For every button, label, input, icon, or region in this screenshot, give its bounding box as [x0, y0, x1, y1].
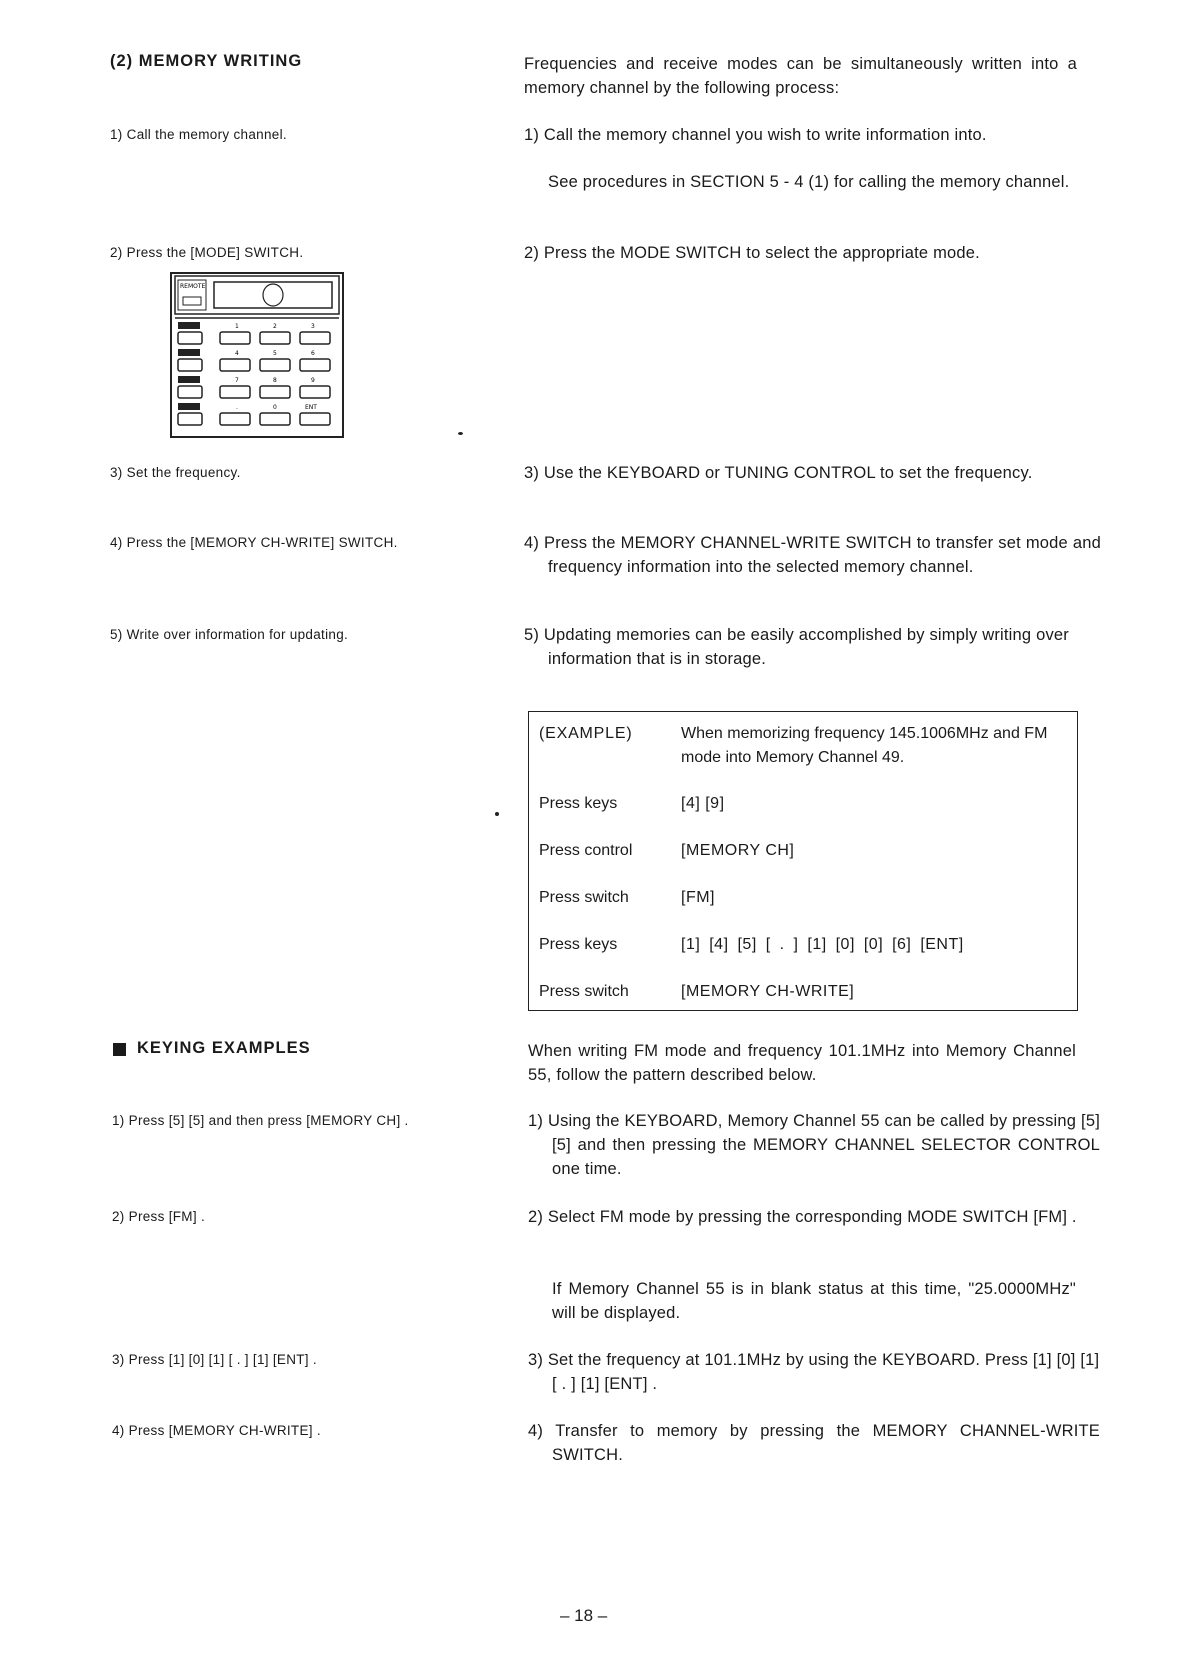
ke-step1-left: 1) Press [5] [5] and then press [MEMORY CH] . [112, 1113, 409, 1128]
key-label-ent: ENT [305, 404, 317, 411]
ke-step1-right: 1) Using the KEYBOARD, Memory Channel 55 can be called by pressing [5] [5] and then pressing the MEMORY CHANNEL SELECTOR CONTROL one time. [528, 1112, 1100, 1178]
key-label-9: 9 [311, 377, 315, 384]
example-row2-value: [MEMORY CH] [681, 842, 795, 859]
ke-step2-right: 2) Select FM mode by pressing the corresponding MODE SWITCH [FM] . [528, 1208, 1077, 1226]
key-label-dot: . [236, 404, 238, 411]
page-number: – 18 – [560, 1606, 608, 1625]
key-label-3: 3 [311, 323, 315, 330]
mw-step2-left: 2) Press the [MODE] SWITCH. [110, 245, 304, 260]
example-row5-value: [MEMORY CH-WRITE] [681, 983, 855, 1000]
ke-step3-right: 3) Set the frequency at 101.1MHz by using the KEYBOARD. Press [1] [0] [1] [ . ] [1] [ENT] . [528, 1351, 1100, 1393]
example-box [528, 711, 1078, 1011]
keying-intro: When writing FM mode and frequency 101.1MHz into Memory Channel 55, follow the pattern described below. [528, 1042, 1076, 1084]
mw-step5-left: 5) Write over information for updating. [110, 627, 349, 642]
remote-keypad-figure [170, 272, 346, 440]
example-label: (EXAMPLE) [539, 725, 633, 742]
mw-step1-left: 1) Call the memory channel. [110, 127, 287, 142]
ke-step4-left: 4) Press [MEMORY CH-WRITE] . [112, 1423, 321, 1438]
mw-step3-right: 3) Use the KEYBOARD or TUNING CONTROL to set the frequency. [524, 464, 1033, 482]
memory-writing-heading: (2) MEMORY WRITING [110, 52, 303, 70]
ke-step2-note: If Memory Channel 55 is in blank status at this time, "25.0000MHz" will be displayed. [552, 1280, 1076, 1322]
example-row2-action: Press control [539, 842, 633, 859]
ke-step4-right: 4) Transfer to memory by pressing the MEMORY CHANNEL-WRITE SWITCH. [528, 1422, 1100, 1464]
mw-step3-left: 3) Set the frequency. [110, 465, 241, 480]
example-row3-value: [FM] [681, 889, 715, 906]
key-label-5: 5 [273, 350, 277, 357]
example-row1-value: [4] [9] [681, 795, 725, 812]
stray-dot [495, 812, 499, 816]
example-row5-action: Press switch [539, 983, 629, 1000]
example-row4-action: Press keys [539, 936, 618, 953]
remote-label: REMOTE [180, 283, 206, 290]
keying-examples-heading: KEYING EXAMPLES [137, 1039, 311, 1057]
mw-step1-right: 1) Call the memory channel you wish to write information into. [524, 126, 987, 144]
key-label-1: 1 [235, 323, 239, 330]
example-description: When memorizing frequency 145.1006MHz and FM mode into Memory Channel 49. [681, 725, 1048, 766]
section-bullet-square [113, 1043, 126, 1056]
mw-step4-right: 4) Press the MEMORY CHANNEL-WRITE SWITCH to transfer set mode and frequency information into the selected memory channel. [524, 534, 1101, 576]
key-label-0: 0 [273, 404, 277, 411]
key-label-4: 4 [235, 350, 239, 357]
key-label-8: 8 [273, 377, 277, 384]
key-label-7: 7 [235, 377, 239, 384]
stray-mark [458, 432, 463, 435]
key-label-6: 6 [311, 350, 315, 357]
example-row3-action: Press switch [539, 889, 629, 906]
example-row4-value: [1] [4] [5] [ . ] [1] [0] [0] [6] [ENT] [681, 936, 964, 953]
memory-writing-intro: Frequencies and receive modes can be simultaneously written into a memory channel by the following process: [524, 55, 1077, 97]
mw-step2-right: 2) Press the MODE SWITCH to select the appropriate mode. [524, 244, 980, 262]
mw-step1-note: See procedures in SECTION 5 - 4 (1) for calling the memory channel. [548, 173, 1070, 191]
example-row1-action: Press keys [539, 795, 618, 812]
ke-step3-left: 3) Press [1] [0] [1] [ . ] [1] [ENT] . [112, 1352, 317, 1367]
mw-step5-right: 5) Updating memories can be easily accomplished by simply writing over information that is in storage. [524, 626, 1069, 668]
key-label-2: 2 [273, 323, 277, 330]
mw-step4-left: 4) Press the [MEMORY CH-WRITE] SWITCH. [110, 535, 398, 550]
ke-step2-left: 2) Press [FM] . [112, 1209, 206, 1224]
remote-control-illustration [170, 272, 346, 440]
